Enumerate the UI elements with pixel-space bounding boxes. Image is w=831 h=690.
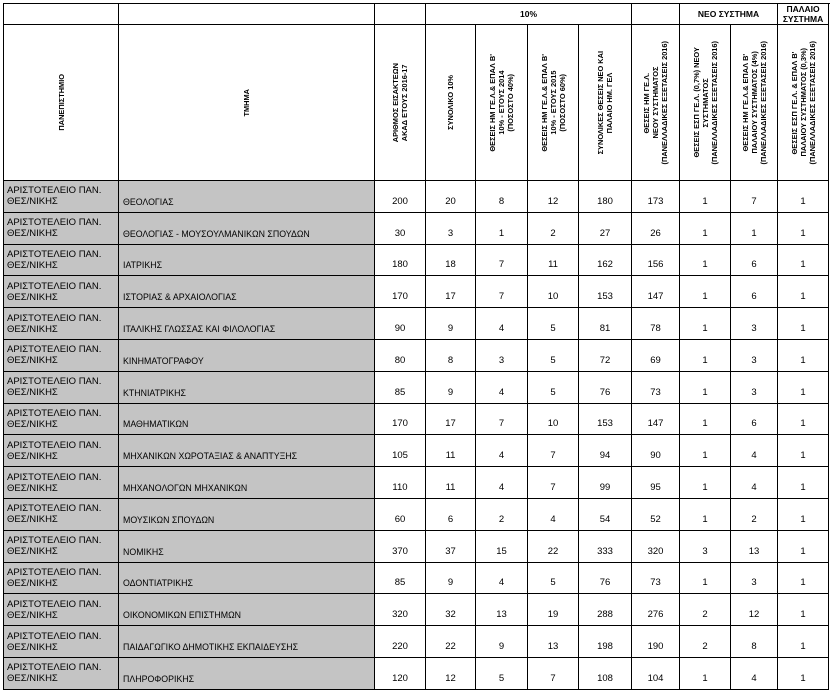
column-header-label: ΠΑΝΕΠΙΣΤΗΜΙΟ [56, 74, 66, 131]
value-cell: 4 [476, 308, 528, 340]
value-cell: 3 [476, 339, 528, 371]
group-header-blank [119, 4, 375, 25]
value-cell: 22 [528, 530, 579, 562]
value-cell: 170 [375, 276, 426, 308]
group-header-row [4, 4, 829, 25]
table-row [4, 339, 829, 371]
value-cell: 37 [426, 530, 476, 562]
department-cell: ΙΤΑΛΙΚΗΣ ΓΛΩΣΣΑΣ ΚΑΙ ΦΙΛΟΛΟΓΙΑΣ [119, 308, 375, 340]
value-cell: 147 [632, 276, 680, 308]
column-header-total-seats [579, 25, 632, 181]
value-cell: 3 [426, 212, 476, 244]
department-cell: ΠΛΗΡΟΦΟΡΙΚΗΣ [119, 657, 375, 689]
value-cell: 108 [579, 657, 632, 689]
value-cell: 11 [426, 435, 476, 467]
value-cell: 1 [778, 276, 829, 308]
value-cell: 9 [426, 562, 476, 594]
value-cell: 8 [476, 181, 528, 213]
value-cell: 1 [778, 594, 829, 626]
value-cell: 1 [680, 212, 731, 244]
value-cell: 9 [476, 626, 528, 658]
value-cell: 95 [632, 467, 680, 499]
value-cell: 1 [778, 657, 829, 689]
value-cell: 180 [579, 181, 632, 213]
value-cell: 11 [426, 467, 476, 499]
value-cell: 1 [680, 657, 731, 689]
value-cell: 7 [528, 467, 579, 499]
value-cell: 4 [476, 435, 528, 467]
value-cell: 11 [528, 244, 579, 276]
value-cell: 153 [579, 403, 632, 435]
value-cell: 4 [731, 657, 778, 689]
value-cell: 60 [375, 498, 426, 530]
value-cell: 13 [476, 594, 528, 626]
value-cell: 22 [426, 626, 476, 658]
group-header-old-system: ΠΑΛΑΙΟ ΣΥΣΤΗΜΑ [778, 4, 829, 25]
value-cell: 104 [632, 657, 680, 689]
value-cell: 5 [528, 308, 579, 340]
university-cell: ΑΡΙΣΤΟΤΕΛΕΙΟ ΠΑΝ. ΘΕΣ/ΝΙΚΗΣ [4, 403, 119, 435]
value-cell: 1 [680, 435, 731, 467]
department-cell: ΠΑΙΔΑΓΩΓΙΚΟ ΔΗΜΟΤΙΚΗΣ ΕΚΠΑΙΔΕΥΣΗΣ [119, 626, 375, 658]
value-cell: 1 [778, 530, 829, 562]
department-cell: ΙΑΤΡΙΚΗΣ [119, 244, 375, 276]
department-cell: ΙΣΤΟΡΙΑΣ & ΑΡΧΑΙΟΛΟΓΙΑΣ [119, 276, 375, 308]
table-row [4, 403, 829, 435]
value-cell: 162 [579, 244, 632, 276]
column-header-label: ΘΕΣΕΙΣ ΗΜ ΓΕ.Λ.& ΕΠΑΛ Β' 10% - ΕΤΟΥΣ 2014 (ΠΟΣΟΣΤΟ 40%) [488, 53, 515, 152]
department-cell: ΟΙΚΟΝΟΜΙΚΩΝ ΕΠΙΣΤΗΜΩΝ [119, 594, 375, 626]
value-cell: 1 [778, 626, 829, 658]
value-cell: 190 [632, 626, 680, 658]
value-cell: 8 [426, 339, 476, 371]
value-cell: 80 [375, 339, 426, 371]
group-header-blank [4, 4, 119, 25]
value-cell: 8 [731, 626, 778, 658]
value-cell: 1 [778, 339, 829, 371]
column-header-label: ΘΕΣΕΙΣ ΗΜ ΓΕ.Λ. ΝΕΟΥ ΣΥΣΤΗΜΑΤΟΣ (ΠΑΝΕΛΛΑΔΙΚΕΣ ΕΞΕΤΑΣΕΙΣ 2016) [642, 40, 670, 165]
value-cell: 73 [632, 371, 680, 403]
value-cell: 17 [426, 276, 476, 308]
value-cell: 173 [632, 181, 680, 213]
value-cell: 370 [375, 530, 426, 562]
value-cell: 10 [528, 403, 579, 435]
value-cell: 1 [680, 562, 731, 594]
value-cell: 90 [632, 435, 680, 467]
value-cell: 1 [680, 498, 731, 530]
university-cell: ΑΡΙΣΤΟΤΕΛΕΙΟ ΠΑΝ. ΘΕΣ/ΝΙΚΗΣ [4, 212, 119, 244]
value-cell: 2 [680, 594, 731, 626]
value-cell: 18 [426, 244, 476, 276]
value-cell: 1 [778, 371, 829, 403]
value-cell: 6 [426, 498, 476, 530]
department-cell: ΜΗΧΑΝΟΛΟΓΩΝ ΜΗΧΑΝΙΚΩΝ [119, 467, 375, 499]
value-cell: 1 [778, 467, 829, 499]
table-row [4, 212, 829, 244]
value-cell: 69 [632, 339, 680, 371]
value-cell: 1 [778, 403, 829, 435]
university-cell: ΑΡΙΣΤΟΤΕΛΕΙΟ ΠΑΝ. ΘΕΣ/ΝΙΚΗΣ [4, 435, 119, 467]
value-cell: 1 [476, 212, 528, 244]
value-cell: 9 [426, 308, 476, 340]
table-row [4, 562, 829, 594]
value-cell: 6 [731, 276, 778, 308]
value-cell: 220 [375, 626, 426, 658]
column-header-old-evening [778, 25, 829, 181]
university-cell: ΑΡΙΣΤΟΤΕΛΕΙΟ ΠΑΝ. ΘΕΣ/ΝΙΚΗΣ [4, 308, 119, 340]
column-header-label: ΘΕΣΕΙΣ ΗΜ ΓΕ.Λ.& ΕΠΑΛ Β' 10% - ΕΤΟΥΣ 2015 (ΠΟΣΟΣΤΟ 60%) [539, 53, 567, 152]
column-header-label: ΣΥΝΟΛΙΚΟ 10% [446, 75, 455, 130]
value-cell: 30 [375, 212, 426, 244]
column-header-label: ΑΡΙΘΜΟΣ ΕΙΣΑΚΤΕΩΝ ΑΚΑΔ ΕΤΟΥΣ 2016-17 [391, 62, 409, 143]
value-cell: 85 [375, 562, 426, 594]
column-header-label: ΘΕΣΕΙΣ ΗΜ ΓΕ.Λ.& ΕΠΑΛ Β' ΠΑΛΑΙΟΥ ΣΥΣΤΗΜΑΤΟΣ (4%) (ΠΑΝΕΛΛΑΔΙΚΕΣ ΕΞΕΤΑΣΕΙΣ 2016) [740, 40, 768, 165]
value-cell: 1 [680, 339, 731, 371]
value-cell: 153 [579, 276, 632, 308]
value-cell: 5 [528, 562, 579, 594]
value-cell: 180 [375, 244, 426, 276]
value-cell: 76 [579, 562, 632, 594]
column-header-new-day [632, 25, 680, 181]
value-cell: 90 [375, 308, 426, 340]
university-cell: ΑΡΙΣΤΟΤΕΛΕΙΟ ΠΑΝ. ΘΕΣ/ΝΙΚΗΣ [4, 562, 119, 594]
value-cell: 4 [731, 435, 778, 467]
university-cell: ΑΡΙΣΤΟΤΕΛΕΙΟ ΠΑΝ. ΘΕΣ/ΝΙΚΗΣ [4, 371, 119, 403]
table-row [4, 371, 829, 403]
value-cell: 1 [680, 467, 731, 499]
university-cell: ΑΡΙΣΤΟΤΕΛΕΙΟ ΠΑΝ. ΘΕΣ/ΝΙΚΗΣ [4, 498, 119, 530]
value-cell: 72 [579, 339, 632, 371]
value-cell: 333 [579, 530, 632, 562]
university-cell: ΑΡΙΣΤΟΤΕΛΕΙΟ ΠΑΝ. ΘΕΣ/ΝΙΚΗΣ [4, 244, 119, 276]
value-cell: 110 [375, 467, 426, 499]
value-cell: 26 [632, 212, 680, 244]
value-cell: 32 [426, 594, 476, 626]
table-row [4, 467, 829, 499]
column-header-old-day [731, 25, 778, 181]
value-cell: 1 [731, 212, 778, 244]
value-cell: 13 [528, 626, 579, 658]
value-cell: 12 [426, 657, 476, 689]
department-cell: ΜΗΧΑΝΙΚΩΝ ΧΩΡΟΤΑΞΙΑΣ & ΑΝΑΠΤΥΞΗΣ [119, 435, 375, 467]
table-row [4, 276, 829, 308]
value-cell: 7 [476, 244, 528, 276]
value-cell: 19 [528, 594, 579, 626]
value-cell: 12 [528, 181, 579, 213]
value-cell: 2 [680, 626, 731, 658]
value-cell: 4 [476, 467, 528, 499]
value-cell: 105 [375, 435, 426, 467]
value-cell: 1 [680, 276, 731, 308]
table-row [4, 435, 829, 467]
value-cell: 5 [476, 657, 528, 689]
value-cell: 73 [632, 562, 680, 594]
value-cell: 52 [632, 498, 680, 530]
department-cell: ΘΕΟΛΟΓΙΑΣ [119, 181, 375, 213]
value-cell: 10 [528, 276, 579, 308]
value-cell: 76 [579, 371, 632, 403]
department-cell: ΜΑΘΗΜΑΤΙΚΩΝ [119, 403, 375, 435]
table-row [4, 308, 829, 340]
value-cell: 6 [731, 244, 778, 276]
value-cell: 1 [778, 181, 829, 213]
value-cell: 1 [778, 244, 829, 276]
value-cell: 3 [731, 371, 778, 403]
table-row [4, 657, 829, 689]
table-row [4, 498, 829, 530]
value-cell: 7 [476, 276, 528, 308]
value-cell: 156 [632, 244, 680, 276]
value-cell: 20 [426, 181, 476, 213]
column-header-label: ΘΕΣΕΙΣ ΕΣΠ ΓΕ.Λ. & ΕΠΑΛ Β' ΠΑΛΑΙΟΥ ΣΥΣΤΗΜΑΤΟΣ (0,3%) (ΠΑΝΕΛΛΑΔΙΚΕΣ ΕΞΕΤΑΣΕΙΣ 2016) [789, 40, 817, 165]
value-cell: 7 [528, 435, 579, 467]
value-cell: 7 [731, 181, 778, 213]
department-cell: ΜΟΥΣΙΚΩΝ ΣΠΟΥΔΩΝ [119, 498, 375, 530]
value-cell: 3 [731, 308, 778, 340]
table-row [4, 626, 829, 658]
value-cell: 99 [579, 467, 632, 499]
column-header-admitted [375, 25, 426, 181]
university-cell: ΑΡΙΣΤΟΤΕΛΕΙΟ ΠΑΝ. ΘΕΣ/ΝΙΚΗΣ [4, 657, 119, 689]
value-cell: 276 [632, 594, 680, 626]
department-cell: ΘΕΟΛΟΓΙΑΣ - ΜΟΥΣΟΥΛΜΑΝΙΚΩΝ ΣΠΟΥΔΩΝ [119, 212, 375, 244]
value-cell: 1 [778, 212, 829, 244]
value-cell: 54 [579, 498, 632, 530]
value-cell: 5 [528, 339, 579, 371]
column-header-department [119, 25, 375, 181]
column-header-total-10 [426, 25, 476, 181]
value-cell: 3 [680, 530, 731, 562]
value-cell: 13 [731, 530, 778, 562]
department-cell: ΝΟΜΙΚΗΣ [119, 530, 375, 562]
column-header-new-evening [680, 25, 731, 181]
value-cell: 4 [476, 562, 528, 594]
value-cell: 2 [731, 498, 778, 530]
value-cell: 320 [632, 530, 680, 562]
value-cell: 81 [579, 308, 632, 340]
value-cell: 5 [528, 371, 579, 403]
group-header-blank [375, 4, 426, 25]
value-cell: 1 [680, 403, 731, 435]
value-cell: 3 [731, 562, 778, 594]
value-cell: 320 [375, 594, 426, 626]
column-header-university [4, 25, 119, 181]
table-row [4, 244, 829, 276]
value-cell: 7 [528, 657, 579, 689]
value-cell: 1 [680, 308, 731, 340]
university-cell: ΑΡΙΣΤΟΤΕΛΕΙΟ ΠΑΝ. ΘΕΣ/ΝΙΚΗΣ [4, 530, 119, 562]
department-cell: ΚΙΝΗΜΑΤΟΓΡΑΦΟΥ [119, 339, 375, 371]
department-cell: ΚΤΗΝΙΑΤΡΙΚΗΣ [119, 371, 375, 403]
value-cell: 288 [579, 594, 632, 626]
value-cell: 7 [476, 403, 528, 435]
column-header-2014 [476, 25, 528, 181]
value-cell: 17 [426, 403, 476, 435]
value-cell: 2 [528, 212, 579, 244]
column-header-label: ΘΕΣΕΙΣ ΕΣΠ ΓΕ.Λ. (0,7%) ΝΕΟΥ ΣΥΣΤΗΜΑΤΟΣ (ΠΑΝΕΛΛΑΔΙΚΕΣ ΕΞΕΤΑΣΕΙΣ 2016) [691, 40, 719, 165]
university-cell: ΑΡΙΣΤΟΤΕΛΕΙΟ ΠΑΝ. ΘΕΣ/ΝΙΚΗΣ [4, 339, 119, 371]
value-cell: 78 [632, 308, 680, 340]
value-cell: 1 [778, 435, 829, 467]
university-cell: ΑΡΙΣΤΟΤΕΛΕΙΟ ΠΑΝ. ΘΕΣ/ΝΙΚΗΣ [4, 467, 119, 499]
value-cell: 170 [375, 403, 426, 435]
value-cell: 120 [375, 657, 426, 689]
value-cell: 3 [731, 339, 778, 371]
value-cell: 1 [680, 371, 731, 403]
value-cell: 27 [579, 212, 632, 244]
column-header-2015 [528, 25, 579, 181]
value-cell: 12 [731, 594, 778, 626]
column-header-row [4, 25, 829, 181]
group-header-blank [632, 4, 680, 25]
university-cell: ΑΡΙΣΤΟΤΕΛΕΙΟ ΠΑΝ. ΘΕΣ/ΝΙΚΗΣ [4, 626, 119, 658]
value-cell: 2 [476, 498, 528, 530]
university-cell: ΑΡΙΣΤΟΤΕΛΕΙΟ ΠΑΝ. ΘΕΣ/ΝΙΚΗΣ [4, 594, 119, 626]
value-cell: 200 [375, 181, 426, 213]
group-header-new-system: ΝΕΟ ΣΥΣΤΗΜΑ [680, 4, 778, 25]
value-cell: 1 [680, 244, 731, 276]
table-row [4, 530, 829, 562]
value-cell: 4 [528, 498, 579, 530]
value-cell: 1 [778, 308, 829, 340]
value-cell: 1 [680, 181, 731, 213]
value-cell: 15 [476, 530, 528, 562]
value-cell: 147 [632, 403, 680, 435]
table-row [4, 181, 829, 213]
value-cell: 1 [778, 498, 829, 530]
admissions-table [3, 3, 829, 690]
value-cell: 4 [731, 467, 778, 499]
value-cell: 4 [476, 371, 528, 403]
column-header-label: ΣΥΝΟΛΙΚΕΣ ΘΕΣΕΙΣ ΝΕΟ ΚΑΙ ΠΑΛΑΙΟ ΗΜ. ΓΕΛ [596, 50, 614, 155]
department-cell: ΟΔΟΝΤΙΑΤΡΙΚΗΣ [119, 562, 375, 594]
value-cell: 1 [778, 562, 829, 594]
value-cell: 85 [375, 371, 426, 403]
value-cell: 94 [579, 435, 632, 467]
table-row [4, 594, 829, 626]
column-header-label: ΤΜΗΜΑ [242, 88, 251, 117]
group-header-ten-percent: 10% [426, 4, 632, 25]
value-cell: 9 [426, 371, 476, 403]
value-cell: 198 [579, 626, 632, 658]
value-cell: 6 [731, 403, 778, 435]
university-cell: ΑΡΙΣΤΟΤΕΛΕΙΟ ΠΑΝ. ΘΕΣ/ΝΙΚΗΣ [4, 276, 119, 308]
university-cell: ΑΡΙΣΤΟΤΕΛΕΙΟ ΠΑΝ. ΘΕΣ/ΝΙΚΗΣ [4, 181, 119, 213]
